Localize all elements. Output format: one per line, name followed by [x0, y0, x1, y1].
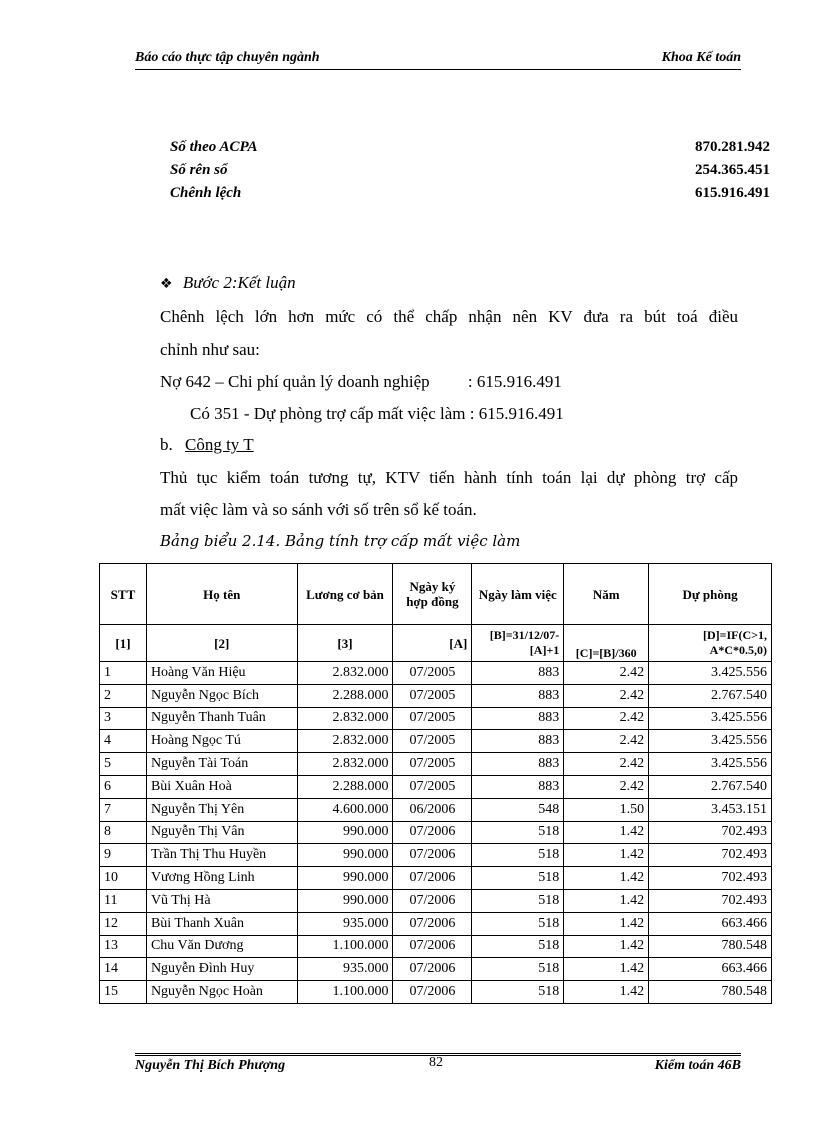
column-header: Ngày làm việc: [472, 564, 564, 625]
column-code: [B]=31/12/07-[A]+1: [472, 625, 564, 662]
cell-stt: 13: [100, 935, 147, 958]
column-code: [A]: [393, 625, 472, 662]
cell-stt: 1: [100, 662, 147, 685]
page-footer: [135, 1055, 741, 1076]
cell-stt: 7: [100, 798, 147, 821]
cell-stt: 3: [100, 707, 147, 730]
paragraph-line: chỉnh như sau:: [160, 340, 260, 359]
cell-working-days: 883: [472, 707, 564, 730]
footer-author: Nguyễn Thị Bích Phượng: [135, 1058, 286, 1073]
column-code: [C]=[B]/360: [564, 625, 649, 662]
summary-label: Số theo ACPA: [170, 139, 258, 155]
cell-years: 2.42: [564, 753, 649, 776]
cell-stt: 14: [100, 958, 147, 981]
cell-years: 2.42: [564, 730, 649, 753]
cell-name: Nguyễn Ngọc Hoàn: [146, 981, 297, 1004]
cell-provision: 780.548: [649, 981, 772, 1004]
column-header: Năm: [564, 564, 649, 625]
table-row: [100, 958, 772, 981]
cell-working-days: 518: [472, 912, 564, 935]
cell-working-days: 518: [472, 889, 564, 912]
cell-working-days: 883: [472, 753, 564, 776]
cell-stt: 5: [100, 753, 147, 776]
cell-years: 2.42: [564, 662, 649, 685]
table-row: [100, 844, 772, 867]
allowance-table: [99, 563, 772, 1004]
bullet-icon: ❖: [160, 276, 173, 292]
column-code: [3]: [297, 625, 393, 662]
cell-provision: 702.493: [649, 867, 772, 890]
summary-value: 870.281.942: [695, 139, 770, 155]
cell-contract-date: 07/2006: [393, 844, 472, 867]
cell-contract-date: 07/2006: [393, 867, 472, 890]
cell-salary: 2.832.000: [297, 662, 393, 685]
cell-stt: 11: [100, 889, 147, 912]
cell-contract-date: 07/2005: [393, 730, 472, 753]
cell-years: 1.50: [564, 798, 649, 821]
column-header: Dự phòng: [649, 564, 772, 625]
cell-name: Hoàng Ngọc Tú: [146, 730, 297, 753]
cell-working-days: 518: [472, 844, 564, 867]
cell-years: 2.42: [564, 684, 649, 707]
cell-name: Nguyễn Thị Yên: [146, 798, 297, 821]
cell-working-days: 518: [472, 958, 564, 981]
paragraph-line: Chênh lệch lớn hơn mức có thể chấp nhận nên KV đưa ra bút toá điều: [160, 307, 738, 326]
table-row: [100, 889, 772, 912]
cell-provision: 3.425.556: [649, 662, 772, 685]
cell-salary: 990.000: [297, 821, 393, 844]
cell-stt: 9: [100, 844, 147, 867]
table-row: [100, 753, 772, 776]
cell-name: Bùi Xuân Hoà: [146, 775, 297, 798]
cell-salary: 935.000: [297, 912, 393, 935]
cell-contract-date: 06/2006: [393, 798, 472, 821]
table-row: [100, 707, 772, 730]
column-header: STT: [100, 564, 147, 625]
cell-name: Trần Thị Thu Huyền: [146, 844, 297, 867]
summary-label: Chênh lệch: [170, 185, 242, 201]
column-header: Họ tên: [146, 564, 297, 625]
cell-working-days: 518: [472, 935, 564, 958]
summary-value: 254.365.451: [695, 162, 770, 178]
cell-stt: 10: [100, 867, 147, 890]
cell-salary: 990.000: [297, 844, 393, 867]
table-row: [100, 730, 772, 753]
cell-years: 1.42: [564, 821, 649, 844]
step-heading: [160, 273, 296, 293]
cell-name: Chu Văn Dương: [146, 935, 297, 958]
journal-entry-debit: Nợ 642 – Chi phí quản lý doanh nghiệp : 615.916.491: [160, 372, 562, 391]
paragraph-line: Thủ tục kiểm toán tương tự, KTV tiến hành tính toán lại dự phòng trợ cấp: [160, 468, 738, 487]
table-row: [100, 821, 772, 844]
cell-contract-date: 07/2005: [393, 707, 472, 730]
table-row: [100, 684, 772, 707]
header-divider: [135, 69, 741, 70]
cell-years: 1.42: [564, 844, 649, 867]
cell-contract-date: 07/2005: [393, 662, 472, 685]
cell-provision: 780.548: [649, 935, 772, 958]
cell-provision: 702.493: [649, 844, 772, 867]
cell-salary: 990.000: [297, 889, 393, 912]
cell-name: Nguyễn Tài Toán: [146, 753, 297, 776]
cell-name: Nguyễn Thanh Tuân: [146, 707, 297, 730]
table-code-row: [100, 625, 772, 662]
cell-working-days: 518: [472, 821, 564, 844]
section-title: Công ty T: [185, 435, 254, 454]
cell-contract-date: 07/2006: [393, 912, 472, 935]
cell-name: Vũ Thị Hà: [146, 889, 297, 912]
cell-name: Nguyễn Thị Vân: [146, 821, 297, 844]
cell-name: Nguyễn Ngọc Bích: [146, 684, 297, 707]
cell-contract-date: 07/2005: [393, 775, 472, 798]
journal-entry-credit: Có 351 - Dự phòng trợ cấp mất việc làm : 615.916.491: [190, 404, 564, 423]
page-header: [135, 50, 741, 68]
table-row: [100, 662, 772, 685]
cell-years: 1.42: [564, 935, 649, 958]
cell-name: Vương Hồng Linh: [146, 867, 297, 890]
cell-salary: 4.600.000: [297, 798, 393, 821]
cell-provision: 3.425.556: [649, 730, 772, 753]
cell-years: 2.42: [564, 707, 649, 730]
cell-years: 2.42: [564, 775, 649, 798]
cell-provision: 3.425.556: [649, 707, 772, 730]
cell-provision: 2.767.540: [649, 775, 772, 798]
cell-salary: 990.000: [297, 867, 393, 890]
cell-years: 1.42: [564, 889, 649, 912]
cell-provision: 3.453.151: [649, 798, 772, 821]
cell-stt: 4: [100, 730, 147, 753]
cell-stt: 12: [100, 912, 147, 935]
cell-years: 1.42: [564, 981, 649, 1004]
cell-salary: 935.000: [297, 958, 393, 981]
step-title: Bước 2:Kết luận: [182, 273, 296, 292]
cell-provision: 702.493: [649, 889, 772, 912]
section-heading: [160, 435, 254, 455]
column-header: Ngày ký hợp đồng: [393, 564, 472, 625]
cell-working-days: 518: [472, 981, 564, 1004]
cell-contract-date: 07/2006: [393, 958, 472, 981]
cell-working-days: 883: [472, 662, 564, 685]
cell-name: Hoàng Văn Hiệu: [146, 662, 297, 685]
page-number: 82: [429, 1055, 443, 1070]
summary-label: Số rên sổ: [170, 162, 228, 178]
cell-working-days: 883: [472, 775, 564, 798]
table-row: [100, 775, 772, 798]
cell-name: Bùi Thanh Xuân: [146, 912, 297, 935]
cell-working-days: 518: [472, 867, 564, 890]
cell-stt: 8: [100, 821, 147, 844]
column-code: [2]: [146, 625, 297, 662]
table-row: [100, 867, 772, 890]
cell-contract-date: 07/2006: [393, 935, 472, 958]
cell-stt: 15: [100, 981, 147, 1004]
cell-contract-date: 07/2005: [393, 753, 472, 776]
column-code: [1]: [100, 625, 147, 662]
cell-salary: 2.832.000: [297, 730, 393, 753]
cell-contract-date: 07/2006: [393, 889, 472, 912]
cell-stt: 2: [100, 684, 147, 707]
cell-contract-date: 07/2006: [393, 821, 472, 844]
table-row: [100, 912, 772, 935]
cell-years: 1.42: [564, 912, 649, 935]
footer-class: Kiểm toán 46B: [654, 1058, 741, 1073]
cell-salary: 2.832.000: [297, 753, 393, 776]
table-row: [100, 798, 772, 821]
paragraph-line: mất việc làm và so sánh với số trên sổ kế toán.: [160, 500, 477, 519]
cell-working-days: 548: [472, 798, 564, 821]
section-letter: b.: [160, 435, 173, 454]
cell-salary: 2.288.000: [297, 684, 393, 707]
cell-provision: 702.493: [649, 821, 772, 844]
cell-salary: 1.100.000: [297, 981, 393, 1004]
cell-contract-date: 07/2006: [393, 981, 472, 1004]
header-left: Báo cáo thực tập chuyên ngành: [135, 50, 320, 65]
cell-contract-date: 07/2005: [393, 684, 472, 707]
table-header-row: [100, 564, 772, 625]
cell-years: 1.42: [564, 958, 649, 981]
header-right: Khoa Kế toán: [661, 50, 741, 65]
cell-provision: 663.466: [649, 912, 772, 935]
cell-salary: 2.832.000: [297, 707, 393, 730]
cell-salary: 2.288.000: [297, 775, 393, 798]
cell-provision: 3.425.556: [649, 753, 772, 776]
cell-stt: 6: [100, 775, 147, 798]
cell-provision: 663.466: [649, 958, 772, 981]
cell-name: Nguyễn Đình Huy: [146, 958, 297, 981]
cell-provision: 2.767.540: [649, 684, 772, 707]
cell-salary: 1.100.000: [297, 935, 393, 958]
table-caption: Bảng biểu 2.14. Bảng tính trợ cấp mất việc làm: [160, 532, 521, 550]
column-code: [D]=IF(C>1, A*C*0.5,0): [649, 625, 772, 662]
cell-working-days: 883: [472, 730, 564, 753]
cell-working-days: 883: [472, 684, 564, 707]
summary-value: 615.916.491: [695, 185, 770, 201]
column-header: Lương cơ bản: [297, 564, 393, 625]
table-row: [100, 981, 772, 1004]
table-row: [100, 935, 772, 958]
cell-years: 1.42: [564, 867, 649, 890]
